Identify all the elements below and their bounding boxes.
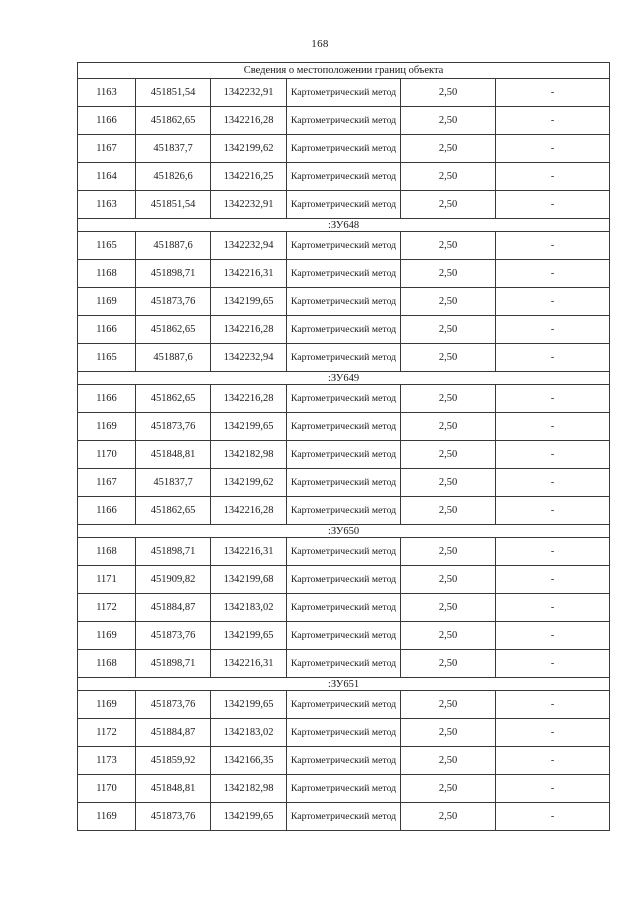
- method-cell: Картометрический метод: [287, 191, 401, 219]
- x-coordinate-cell: 451884,87: [136, 594, 211, 622]
- accuracy-cell: 2,50: [401, 288, 496, 316]
- y-coordinate-cell: 1342232,91: [211, 191, 287, 219]
- table-row: [78, 441, 610, 469]
- table-row: [78, 163, 610, 191]
- note-cell: -: [496, 385, 610, 413]
- point-cell: 1166: [78, 107, 136, 135]
- accuracy-cell: 2,50: [401, 316, 496, 344]
- x-coordinate-cell: 451848,81: [136, 775, 211, 803]
- note-cell: -: [496, 747, 610, 775]
- note-cell: -: [496, 650, 610, 678]
- note-cell: -: [496, 232, 610, 260]
- table-row: [78, 566, 610, 594]
- table-row: [78, 191, 610, 219]
- section-label: :ЗУ651: [78, 678, 610, 691]
- note-cell: -: [496, 497, 610, 525]
- table-row: [78, 650, 610, 678]
- method-cell: Картометрический метод: [287, 344, 401, 372]
- point-cell: 1169: [78, 288, 136, 316]
- x-coordinate-cell: 451873,76: [136, 803, 211, 831]
- point-cell: 1167: [78, 135, 136, 163]
- x-coordinate-cell: 451837,7: [136, 469, 211, 497]
- table-row: [78, 719, 610, 747]
- accuracy-cell: 2,50: [401, 163, 496, 191]
- table-row: [78, 538, 610, 566]
- table-row: [78, 413, 610, 441]
- point-cell: 1168: [78, 538, 136, 566]
- accuracy-cell: 2,50: [401, 441, 496, 469]
- note-cell: -: [496, 538, 610, 566]
- note-cell: -: [496, 79, 610, 107]
- accuracy-cell: 2,50: [401, 469, 496, 497]
- table-row: [78, 232, 610, 260]
- note-cell: -: [496, 413, 610, 441]
- x-coordinate-cell: 451887,6: [136, 232, 211, 260]
- table-row: [78, 260, 610, 288]
- note-cell: -: [496, 622, 610, 650]
- point-cell: 1163: [78, 191, 136, 219]
- accuracy-cell: 2,50: [401, 622, 496, 650]
- boundary-coordinates-table: [77, 62, 610, 831]
- point-cell: 1172: [78, 594, 136, 622]
- x-coordinate-cell: 451909,82: [136, 566, 211, 594]
- y-coordinate-cell: 1342232,94: [211, 344, 287, 372]
- point-cell: 1165: [78, 344, 136, 372]
- section-label: :ЗУ650: [78, 525, 610, 538]
- table-row: [78, 594, 610, 622]
- method-cell: Картометрический метод: [287, 288, 401, 316]
- method-cell: Картометрический метод: [287, 413, 401, 441]
- x-coordinate-cell: 451898,71: [136, 260, 211, 288]
- accuracy-cell: 2,50: [401, 566, 496, 594]
- y-coordinate-cell: 1342199,65: [211, 803, 287, 831]
- table-row: [78, 316, 610, 344]
- point-cell: 1166: [78, 385, 136, 413]
- method-cell: Картометрический метод: [287, 385, 401, 413]
- point-cell: 1173: [78, 747, 136, 775]
- y-coordinate-cell: 1342216,28: [211, 385, 287, 413]
- y-coordinate-cell: 1342199,62: [211, 135, 287, 163]
- note-cell: -: [496, 775, 610, 803]
- accuracy-cell: 2,50: [401, 260, 496, 288]
- y-coordinate-cell: 1342216,31: [211, 260, 287, 288]
- accuracy-cell: 2,50: [401, 775, 496, 803]
- note-cell: -: [496, 107, 610, 135]
- accuracy-cell: 2,50: [401, 650, 496, 678]
- point-cell: 1169: [78, 691, 136, 719]
- note-cell: -: [496, 288, 610, 316]
- section-header-row: [78, 678, 610, 691]
- table-row: [78, 288, 610, 316]
- page-number: 168: [311, 38, 329, 50]
- y-coordinate-cell: 1342199,65: [211, 288, 287, 316]
- point-cell: 1171: [78, 566, 136, 594]
- table-row: [78, 135, 610, 163]
- point-cell: 1169: [78, 803, 136, 831]
- section-label: :ЗУ649: [78, 372, 610, 385]
- x-coordinate-cell: 451873,76: [136, 413, 211, 441]
- method-cell: Картометрический метод: [287, 163, 401, 191]
- y-coordinate-cell: 1342216,28: [211, 107, 287, 135]
- point-cell: 1169: [78, 622, 136, 650]
- x-coordinate-cell: 451887,6: [136, 344, 211, 372]
- method-cell: Картометрический метод: [287, 469, 401, 497]
- x-coordinate-cell: 451873,76: [136, 288, 211, 316]
- method-cell: Картометрический метод: [287, 79, 401, 107]
- y-coordinate-cell: 1342232,94: [211, 232, 287, 260]
- y-coordinate-cell: 1342216,25: [211, 163, 287, 191]
- x-coordinate-cell: 451862,65: [136, 107, 211, 135]
- section-header-row: [78, 525, 610, 538]
- note-cell: -: [496, 163, 610, 191]
- method-cell: Картометрический метод: [287, 719, 401, 747]
- y-coordinate-cell: 1342232,91: [211, 79, 287, 107]
- method-cell: Картометрический метод: [287, 747, 401, 775]
- accuracy-cell: 2,50: [401, 538, 496, 566]
- point-cell: 1166: [78, 497, 136, 525]
- note-cell: -: [496, 135, 610, 163]
- method-cell: Картометрический метод: [287, 260, 401, 288]
- note-cell: -: [496, 191, 610, 219]
- accuracy-cell: 2,50: [401, 344, 496, 372]
- point-cell: 1166: [78, 316, 136, 344]
- x-coordinate-cell: 451873,76: [136, 622, 211, 650]
- table-row: [78, 747, 610, 775]
- y-coordinate-cell: 1342216,31: [211, 650, 287, 678]
- accuracy-cell: 2,50: [401, 413, 496, 441]
- method-cell: Картометрический метод: [287, 232, 401, 260]
- x-coordinate-cell: 451862,65: [136, 316, 211, 344]
- point-cell: 1163: [78, 79, 136, 107]
- x-coordinate-cell: 451862,65: [136, 385, 211, 413]
- table-title-row: [78, 63, 610, 79]
- table-row: [78, 107, 610, 135]
- table-row: [78, 622, 610, 650]
- method-cell: Картометрический метод: [287, 691, 401, 719]
- section-header-row: [78, 372, 610, 385]
- accuracy-cell: 2,50: [401, 803, 496, 831]
- method-cell: Картометрический метод: [287, 803, 401, 831]
- method-cell: Картометрический метод: [287, 538, 401, 566]
- y-coordinate-cell: 1342166,35: [211, 747, 287, 775]
- accuracy-cell: 2,50: [401, 691, 496, 719]
- method-cell: Картометрический метод: [287, 594, 401, 622]
- table-title: Сведения о местоположении границ объекта: [78, 63, 610, 79]
- accuracy-cell: 2,50: [401, 385, 496, 413]
- y-coordinate-cell: 1342182,98: [211, 441, 287, 469]
- point-cell: 1168: [78, 650, 136, 678]
- x-coordinate-cell: 451873,76: [136, 691, 211, 719]
- point-cell: 1164: [78, 163, 136, 191]
- note-cell: -: [496, 316, 610, 344]
- method-cell: Картометрический метод: [287, 316, 401, 344]
- accuracy-cell: 2,50: [401, 719, 496, 747]
- accuracy-cell: 2,50: [401, 747, 496, 775]
- method-cell: Картометрический метод: [287, 107, 401, 135]
- x-coordinate-cell: 451898,71: [136, 650, 211, 678]
- table-row: [78, 803, 610, 831]
- x-coordinate-cell: 451848,81: [136, 441, 211, 469]
- note-cell: -: [496, 594, 610, 622]
- y-coordinate-cell: 1342216,28: [211, 316, 287, 344]
- accuracy-cell: 2,50: [401, 191, 496, 219]
- table-row: [78, 775, 610, 803]
- method-cell: Картометрический метод: [287, 441, 401, 469]
- accuracy-cell: 2,50: [401, 135, 496, 163]
- y-coordinate-cell: 1342183,02: [211, 594, 287, 622]
- y-coordinate-cell: 1342183,02: [211, 719, 287, 747]
- x-coordinate-cell: 451826,6: [136, 163, 211, 191]
- method-cell: Картометрический метод: [287, 135, 401, 163]
- y-coordinate-cell: 1342199,65: [211, 413, 287, 441]
- method-cell: Картометрический метод: [287, 650, 401, 678]
- note-cell: -: [496, 344, 610, 372]
- point-cell: 1172: [78, 719, 136, 747]
- point-cell: 1168: [78, 260, 136, 288]
- table-row: [78, 385, 610, 413]
- point-cell: 1170: [78, 441, 136, 469]
- point-cell: 1165: [78, 232, 136, 260]
- accuracy-cell: 2,50: [401, 79, 496, 107]
- section-header-row: [78, 219, 610, 232]
- table-row: [78, 691, 610, 719]
- accuracy-cell: 2,50: [401, 497, 496, 525]
- x-coordinate-cell: 451884,87: [136, 719, 211, 747]
- note-cell: -: [496, 441, 610, 469]
- y-coordinate-cell: 1342199,62: [211, 469, 287, 497]
- y-coordinate-cell: 1342199,65: [211, 622, 287, 650]
- note-cell: -: [496, 803, 610, 831]
- table-row: [78, 469, 610, 497]
- point-cell: 1167: [78, 469, 136, 497]
- section-label: :ЗУ648: [78, 219, 610, 232]
- accuracy-cell: 2,50: [401, 107, 496, 135]
- x-coordinate-cell: 451837,7: [136, 135, 211, 163]
- method-cell: Картометрический метод: [287, 775, 401, 803]
- note-cell: -: [496, 566, 610, 594]
- x-coordinate-cell: 451851,54: [136, 79, 211, 107]
- y-coordinate-cell: 1342199,68: [211, 566, 287, 594]
- method-cell: Картометрический метод: [287, 497, 401, 525]
- accuracy-cell: 2,50: [401, 232, 496, 260]
- accuracy-cell: 2,50: [401, 594, 496, 622]
- table-row: [78, 79, 610, 107]
- x-coordinate-cell: 451898,71: [136, 538, 211, 566]
- note-cell: -: [496, 260, 610, 288]
- note-cell: -: [496, 691, 610, 719]
- x-coordinate-cell: 451859,92: [136, 747, 211, 775]
- method-cell: Картометрический метод: [287, 622, 401, 650]
- x-coordinate-cell: 451851,54: [136, 191, 211, 219]
- y-coordinate-cell: 1342199,65: [211, 691, 287, 719]
- y-coordinate-cell: 1342182,98: [211, 775, 287, 803]
- method-cell: Картометрический метод: [287, 566, 401, 594]
- table-row: [78, 497, 610, 525]
- note-cell: -: [496, 719, 610, 747]
- note-cell: -: [496, 469, 610, 497]
- x-coordinate-cell: 451862,65: [136, 497, 211, 525]
- point-cell: 1170: [78, 775, 136, 803]
- table-row: [78, 344, 610, 372]
- y-coordinate-cell: 1342216,28: [211, 497, 287, 525]
- point-cell: 1169: [78, 413, 136, 441]
- y-coordinate-cell: 1342216,31: [211, 538, 287, 566]
